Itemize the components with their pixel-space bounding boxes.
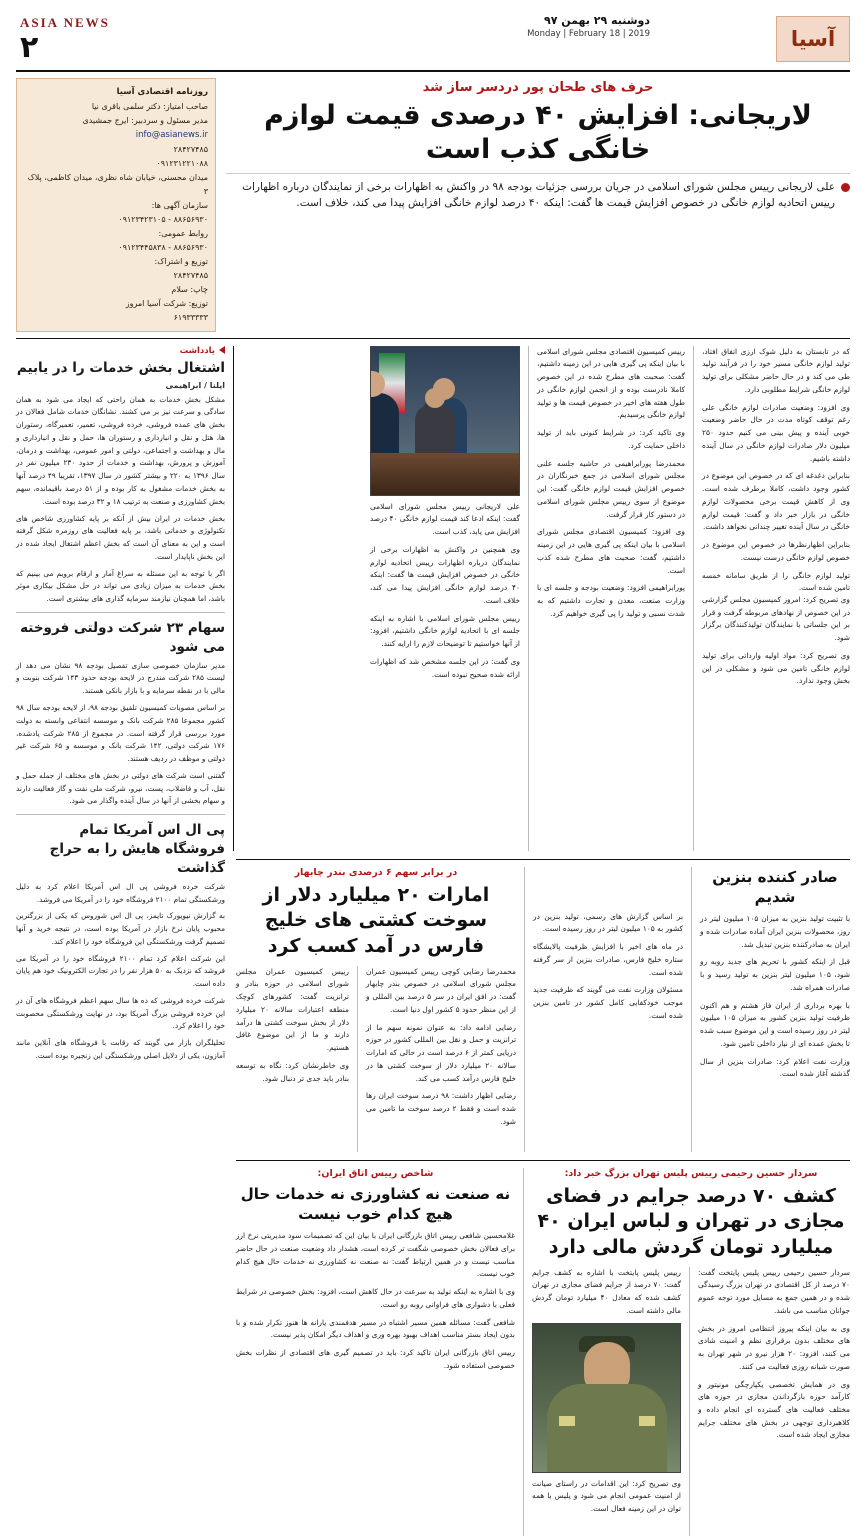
parliament-photo xyxy=(370,346,520,496)
uae-headline[interactable]: امارات ۲۰ میلیارد دلار از سوخت کشتی های خلیج فارس در آمد کسب کرد xyxy=(262,883,490,958)
uae-article xyxy=(236,867,516,1152)
paragraph: وی تصریح کرد: مواد اولیه وارداتی برای تولید لوازم خانگی تامین می شود و مشکلی در این بخش وجود ندارد. xyxy=(702,650,850,686)
police-headline[interactable]: کشف ۷۰ درصد جرایم در فضای مجازی در تهران و لباس ایران ۴۰ میلیارد تومان گردش مالی دارد xyxy=(537,1184,845,1259)
column-divider xyxy=(689,1267,690,1536)
column-divider xyxy=(357,966,358,1152)
lead-article-body xyxy=(242,346,850,851)
paragraph: وی گفت: در این جلسه مشخص شد که اظهارات ارائه شده صحیح نبوده است. xyxy=(370,656,520,679)
paragraph: گفتنی است شرکت های دولتی در بخش های مختلف از جمله حمل و نقل، آب و فاضلاب، پست، نیرو، شرکت ملی نفت و گاز فعالیت دارند و سهام بخشی از آنها در سال آینده واگذار می شود. xyxy=(16,770,225,806)
bottom-left-group xyxy=(236,1152,850,1536)
column-divider xyxy=(691,867,692,1152)
photo-caption: تولید لوازم خانگی را از طریق سامانه خمسه تامین شده است. xyxy=(702,570,850,592)
colophon-pr-phone: ۰۹۱۲۳۴۴۵۸۳۸ - ۸۸۶۵۶۹۳۰ xyxy=(118,242,208,252)
paragraph: رییس اتاق بازرگانی ایران تاکید کرد: باید در تصمیم گیری های اقتصادی از نظرات بخش خصوصی استفاده شود. xyxy=(235,1348,515,1370)
lead-kicker: حرف های طحان پور دردسر ساز شد xyxy=(422,80,654,95)
paragraph: تحلیلگران بازار می گویند که رقابت با فروشگاه های آنلاین مانند آمازون، یکی از دلایل اصلی ورشکستگی این زنجیره بوده است. xyxy=(16,1038,225,1060)
headline-zone xyxy=(16,72,850,339)
colophon-editor: مدیر مسئول و سردبیر: ایرج جمشیدی xyxy=(82,115,208,125)
paragraph: بنابراین اظهارنظرها در خصوص این موضوع در خصوص لوازم خانگی درست نیست. xyxy=(702,540,850,562)
police-chief-photo xyxy=(532,1323,681,1473)
paragraph: در ماه های اخیر با افزایش ظرفیت پالایشگاه ستاره خلیج فارس، صادرات بنزین از سر گرفته شده است. xyxy=(533,942,683,977)
masthead-center xyxy=(226,14,650,64)
colophon-pr-label: روابط عمومی: xyxy=(158,228,208,238)
issue-date-fa: دوشنبه ۲۹ بهمن ۹۷ xyxy=(544,14,650,27)
industry-article xyxy=(236,1168,515,1536)
colophon-today-label: توزیع: شرکت آسیا امروز xyxy=(125,298,208,308)
paragraph: این شرکت اعلام کرد تمام ۲۱۰۰ فروشگاه خود را در آمریکا می فروشد که نزدیک به ۵۰ هزار نفر را در تجارت الکترونیک خود هم پایان داده است. xyxy=(16,953,225,989)
sidebar-item-1-body xyxy=(16,394,225,606)
paragraph: وی تصریح کرد: امروز کمیسیون مجلس گزارشی در این خصوص از نهادهای مربوطه گرفت و قرار بر این جلساتی با نمایندگان تولیدکنندگان برگزار شود. xyxy=(702,594,850,643)
paragraph: وی تصریح کرد: این اقدامات در راستای صیانت از امنیت عمومی انجام می شود و پلیس با همه توان در این زمینه فعال است. xyxy=(532,1478,681,1514)
lead-subhead: علی لاریجانی رییس مجلس شورای اسلامی در جریان بررسی جزئیات بودجه ۹۸ در واکنش به اظهارات برخی از نمایندگان درباره اظهارات رییس اتحادیه لوازم خانگی در خصوص افزایش قیمت ها گفت: اینکه ۴۰ درصد لوازم خانگی افزایش پیدا می کند، خلاف است. xyxy=(242,180,835,210)
paragraph: با بهره برداری از ایران فاز هشتم و هم اکنون ظرفیت تولید بنزین کشور به میزان ۱۰۵ میلیون لیتر در روز رسیده است و این موضوع سبب شده تا بخش عمده ای از نیاز داخلی تامین شود. xyxy=(700,1000,850,1048)
paragraph: علی لاریجانی رییس مجلس شورای اسلامی گفت: اینکه ادعا کند قیمت لوازم خانگی ۴۰ درصد افزایش می یابد، کذب است. xyxy=(370,501,520,537)
bullet-dot-icon xyxy=(841,183,850,192)
brand-name-en: ASIA NEWS xyxy=(20,15,110,30)
mid-section xyxy=(16,851,850,1152)
colophon-phone-2: ۰۹۱۲۳۱۲۲۱۰۸۸ xyxy=(156,158,208,168)
colophon-ads-phone: ۰۹۱۲۳۴۲۳۱۰۵ - ۸۸۶۵۶۹۳۰ xyxy=(118,214,208,224)
lead-headline: لاریجانی: افزایش ۴۰ درصدی قیمت لوازم خانگی کذب است xyxy=(264,100,812,165)
issue-date-en: Monday | February 18 | 2019 xyxy=(527,29,650,39)
industry-kicker: شاخص رییس اتاق ایران: xyxy=(317,1167,434,1179)
colophon-publication: روزنامه اقتصادی آسیا xyxy=(116,87,208,97)
paragraph: شافعی گفت: مسائله همین مسیر اشتباه در مسیر هدفمندی یارانه ها هنوز تکرار شده و با بدون ایجاد بستر مناسب اهداف بهبود بهره وری و اهداف دیگر امکان پذیر نیست. xyxy=(235,1317,515,1340)
rank-badge xyxy=(559,1416,575,1426)
paragraph: بنابراین دغدغه ای که در خصوص این موضوع در کشور وجود داشت، کاملا برطرف شده است. وی از کاهش قیمت برخی محصولات لوازم خانگی در بازار خبر داد و گفت: قیمت لوازم خانگی در سال آینده تغییر چندانی نخواهد داشت. xyxy=(702,471,850,532)
paragraph: که در تابستان به دلیل شوک ارزی اتفاق افتاد، تولید لوازم خانگی مسیر خود را در فرآیند تولید طی می کند و در حال حاضر مشکلی برای تولید لوازم خانگی شرایط مطلوبی دارد. xyxy=(702,346,850,394)
paragraph: وی با اشاره به اینکه تولید به سرعت در حال کاهش است، افزود: بخش خصوصی در شرایط فعلی با دشواری های فراوانی روبه رو است. xyxy=(235,1287,515,1309)
uae-kicker: در برابر سهم ۶ درصدی بندر چابهار xyxy=(294,866,458,878)
body-column-c xyxy=(370,346,520,851)
bottom-section xyxy=(16,1152,850,1536)
paragraph: مشکل بخش خدمات به همان راحتی که ایجاد می شود به همان سادگی و سرعت نیز بر می کشند. نشانگان خدمات شامل فعالان در بخش های عمده فروشی، خرده فروشی، تعمیر، تعمیرگاه، رستوران ها، هتل و نقل و انبارداری و رستوران ها، حمل و نقل و انبارداری و مال و بهداشت و اجتماعی، دولتی و امور عمومی، بهداشت و درمان، آموزش و پرورش، بهداشت و خدمات از حدود ۲۳۰ میلیون نفر در سال ۱۳۹۶ به ۲۲۰ و بیشتر کشور در سال ۱۳۹۷، تقریبا ۴۹ درصد آنها به بخش خدمات مشغول به کار بوده و از ۵۱ درصد باقیمانده، سهم بخش کشاورزی و صنعت به ترتیب ۱۸ و ۳۲ درصد بوده است. xyxy=(16,394,225,506)
police-kicker: سردار حسین رحیمی رییس پلیس تهران بزرگ خبر داد: xyxy=(564,1167,818,1179)
mid-grid xyxy=(236,867,850,1152)
colophon-phone-1: ۲۸۴۲۷۴۸۵ xyxy=(173,144,208,154)
police-col-b xyxy=(532,1267,681,1536)
sidebar-item-1-author: ایلنا / ابراهیمی xyxy=(165,380,225,390)
paragraph: محمدرضا رضایی کوچی رییس کمیسیون عمران مجلس شورای اسلامی در خصوص بندر چابهار گفت: در افق ایران در سر ۵ درصد بین المللی و از این منظر حدود ۵ کشور اول دنیا است. xyxy=(366,966,517,1014)
person-figure xyxy=(415,405,455,457)
podium xyxy=(371,453,519,495)
bottom-sidebar-spacer xyxy=(16,1152,228,1536)
masthead xyxy=(16,14,850,72)
sidebar-item-3-title[interactable]: پی ال اس آمریکا تمام فروشگاه هایش را به حراج گذاشت xyxy=(49,822,225,876)
paragraph: سردار حسین رحیمی رییس پلیس پایتخت گفت: ۷۰ درصد از کل اقتصادی در تهران بزرگ رسیدگی شده و در همین جمع به مسایل مورد توجه عموم جوانان مناسب می باشد. xyxy=(698,1267,850,1315)
paragraph: وزارت نفت اعلام کرد: صادرات بنزین از سال گذشته آغاز شده است. xyxy=(700,1056,850,1079)
lead-article-header xyxy=(216,78,850,332)
industry-body xyxy=(236,1230,515,1377)
logo-text: آسیا xyxy=(790,27,836,51)
column-divider xyxy=(523,1168,524,1536)
paragraph: رییس کمیسیون عمران مجلس شورای اسلامی در حوزه بنادر و ترانزیت گفت: کشورهای کوچک منطقه اعتبارات سالانه ۲۰ میلیارد دلار از بخش سوخت کشتی ها درآمد دارند و ما از این موضوع غافل هستیم. xyxy=(235,966,349,1053)
colophon-ads-label: سازمان آگهی ها: xyxy=(151,200,208,210)
gasoline-article-cont xyxy=(533,867,683,1152)
paragraph: رییس کمیسیون اقتصادی مجلس شورای اسلامی با بیان اینکه پی گیری هایی در این زمینه داشتیم، گفت: صحبت های مطرح شده در این خصوص کاملا نادرست بوده و از انجمن لوازم خانگی در طول هفته های اخیر در خصوص قیمت ها و تولید لوازم خانگی پرسیدیم. xyxy=(537,346,685,420)
paragraph: غلامحسین شافعی رییس اتاق بازرگانی ایران با بیان این که تصمیمات سود مدیریتی نرخ ارز برای فعالان بخش خصوصی شگفت تر کرده است، هشدار داد وضعیت صنعت در حال حاضر مناسب نیست و در همین ارتباط گفت: نه صنعت نه کشاورزی نه خدمات حال هیچ کدام خوب نیست. xyxy=(235,1231,515,1279)
colophon-owner: صاحب امتیاز: دکتر سلمی باقری نیا xyxy=(91,101,208,111)
paragraph: وی افزود: کمیسیون اقتصادی مجلس شورای اسلامی با بیان اینکه پی گیری هایی در این زمینه داشتیم، گفت: صحبت های مطرح شده کذب است. xyxy=(537,527,685,575)
paragraph: محمدرضا پورابراهیمی در حاشیه جلسه علنی مجلس شورای اسلامی در جمع خبرنگاران در خصوص افزایش قیمت لوازم خانگی گفت: این موضوع از سوی رییس مجلس شورای اسلامی در دستور کار قرار گرفت. xyxy=(537,458,685,519)
colophon-address: میدان محسنی، خیابان شاه نظری، میدان کاظمی، پلاک ۳ xyxy=(27,172,208,196)
police-article xyxy=(532,1168,850,1536)
uae-col-b xyxy=(236,966,349,1152)
police-col-a xyxy=(698,1267,850,1536)
rank-badge xyxy=(639,1416,655,1426)
paragraph: قبل از اینکه کشور با تحریم های جدید روبه رو شود، ۱۰۵ میلیون لیتر بنزین به تولید رسید و با صادرات همراه شد. xyxy=(700,957,850,992)
sidebar xyxy=(16,345,234,1060)
section-divider xyxy=(236,1160,850,1161)
colophon-dist-label: توزیع و اشتراک: xyxy=(154,256,208,266)
colophon-print: چاپ: سلام xyxy=(171,284,208,294)
divider xyxy=(16,612,225,613)
paragraph: وی در همایش تخصصی یکپارچگی مونیتور و کارآمد حوزه بازگرداندن مجازی در حوزه های مختلف فعالیت های گسترده ای انجام داده و کلاهبرداری توجهی در بخش های مختلف جرایم مجازی ایجاد شده است. xyxy=(698,1379,850,1440)
paragraph: وی خاطرنشان کرد: نگاه به توسعه بنادر باید جدی تر دنبال شود. xyxy=(235,1060,349,1083)
bottom-grid xyxy=(236,1168,850,1536)
colophon-today-phone: ۶۱۹۳۳۳۳۳ xyxy=(173,312,208,322)
uae-col-a xyxy=(366,966,516,1152)
paragraph: مدیر سازمان خصوصی سازی تفصیل بودجه ۹۸ نشان می دهد از لیست ۲۸۵ شرکت مندرج در لایحه بودجه حدود ۱۴۳ شرکت بنوبت و مالی با در نقطه سرمایه و با بازار بانکی هستند. xyxy=(16,660,226,696)
masthead-left xyxy=(16,14,226,64)
paragraph: شرکت خرده فروشی پی ال اس آمریکا اعلام کرد به دلیل ورشکستگی تمام ۲۱۰۰ فروشگاه خود را در آمریکا می فروشد. xyxy=(16,881,225,904)
paragraph: رییس مجلس شورای اسلامی با اشاره به اینکه جلسه ای با اتحادیه لوازم خانگی داشتیم، افزود: از آنها خواستیم تا توضیحات لازم را ارایه کنند. xyxy=(370,613,520,649)
gasoline-headline[interactable]: صادر کننده بنزین شدیم xyxy=(712,867,838,906)
triangle-icon xyxy=(219,346,225,354)
note-label-text: یادداشت xyxy=(179,345,215,356)
gasoline-article xyxy=(700,867,850,1152)
sidebar-note-label xyxy=(16,346,225,356)
paragraph: وی افزود: وضعیت صادرات لوازم خانگی علی رغم توقف کوتاه مدت در حال حاضر وضعیت خوبی آینده و پیش بینی می کنیم حدود ۲۵۰ میلیون دلار صادرات لوازم خانگی در سال آینده داشته باشیم. xyxy=(702,402,850,463)
industry-headline[interactable]: نه صنعت نه کشاورزی نه خدمات حال هیچ کدام خوب نیست xyxy=(240,1184,511,1223)
paragraph: شرکت خرده فروشی که ده ها سال سهم اعظم فروشگاه های آن در این خرده فروشی بزرگ آمریکا بود، در نهایت ورشکستگی محصوبت خود را اعلام کرد. xyxy=(16,995,225,1031)
column-divider xyxy=(524,867,525,1152)
body-column-a xyxy=(702,346,850,851)
newspaper-logo xyxy=(776,16,850,62)
colophon-email[interactable]: info@asianews.ir xyxy=(135,129,208,140)
colophon-dist-phone: ۲۸۴۲۷۴۸۵ xyxy=(173,270,208,280)
masthead-right xyxy=(650,14,850,64)
paragraph: وی تاکید کرد: در شرایط کنونی باید از تولید داخلی حمایت کرد. xyxy=(537,428,685,450)
paragraph: بر اساس مصوبات کمیسیون تلفیق بودجه ۹۸، از لایحه بودجه سال ۹۸ کشور مجموعا ۲۸۵ شرکت بانک و موسسه انتفاعی وابسته به دولت مورد بررسی قرار گرفته است. در مجموع از ۲۸۵ شرکت یادشده، ۱۷۶ شرکت دولتی، ۱۴۲ شرکت بانک و موسسه و ۶۵ شرکت غیر دولتی و موظف در ردیف هستند. xyxy=(16,702,226,764)
paragraph: رییس پلیس پایتخت با اشاره به کشف جرایم گفت: ۷۰ درصد از جرایم فضای مجازی در تهران کشف شده که معادل ۴۰ میلیارد تومان گردش مالی داشته است. xyxy=(532,1267,681,1315)
mid-sidebar-spacer xyxy=(16,851,228,1152)
paragraph: با تثبیت تولید بنزین به میزان ۱۰۵ میلیون لیتر در روز، محصولات بنزین ایران آماده صادرات شده و ایران به صادرکننده بنزین تبدیل شد. xyxy=(700,914,851,949)
uniform xyxy=(547,1384,667,1472)
sidebar-item-2-body xyxy=(16,660,225,808)
paragraph: وی همچنین در واکنش به اظهارات برخی از نمایندگان درباره اظهارات رییس اتحادیه لوازم خانگی در خصوص افزایش قیمت ها گفت: اینکه ۴۰ درصد لوازم خانگی افزایش پیدا می کند، خلاف است. xyxy=(370,544,520,605)
paragraph: اگر با توجه به این مسئله به سراغ آمار و ارقام برویم می بینیم که بخش خدمات به میزان زیادی می تواند در حل مشکل بیکاری موثر باشد، اما همچنان نیازمند سرمایه گذاری های بیشتری است. xyxy=(16,568,225,604)
sidebar-item-2-title[interactable]: سهام ۲۳ شرکت دولتی فروخته می شود xyxy=(20,619,225,655)
lead-subhead-row xyxy=(226,173,850,213)
paragraph: بخش خدمات در ایران بیش از آنکه بر پایه کشاورزی شاخص های تکنولوژی و خدماتی باشد، بر پایه فعالیت های روزمره شکل گرفته است و این به معنای آن است که بخش اعظم اشتغال ایجاد شده در این بخش ناپایدار است. xyxy=(16,513,225,561)
section-divider xyxy=(236,859,850,860)
paragraph: رضایی ادامه داد: به عنوان نمونه سهم ما از ترانزیت و حمل و نقل بین المللی کشور در حوزه دریایی کمتر از ۶ درصد است در حالی که امارات سالانه ۲۰ میلیارد دلار از سوخت کشتی ها در خلیج فارس درآمد کسب می کند. xyxy=(366,1022,517,1083)
colophon-box xyxy=(16,78,216,332)
page-number: ۲ xyxy=(20,30,39,65)
body-column-b xyxy=(537,346,685,851)
paragraph: به گزارش نیویورک تایمز، پی ال اس شوروس که یکی از بزرگترین محبوب پایان نرخ بازار در آمریکا بوده است، در نتیجه خرید و آنها تصمیم گرفت ورشکستگی این فروشگاه خود را اعلام کند. xyxy=(16,911,225,946)
paragraph: بر اساس گزارش های رسمی، تولید بنزین در کشور به ۱۰۵ میلیون لیتر در روز رسیده است. xyxy=(533,911,683,934)
mid-left-group xyxy=(236,851,850,1152)
paragraph: وی به بیان اینکه پیروز انتظامی امروز در بخش های مختلف بدون برقراری نظم و امنیت شادی می کنند، افزود: ۲۰ هزار نیرو در شهر تهران به صورت شبانه روزی فعالیت می کنند. xyxy=(698,1323,850,1371)
column-divider xyxy=(693,346,694,851)
paragraph: رضایی اظهار داشت: ۹۸ درصد سوخت ایران رها شده است و فقط ۲ درصد سوخت ما تامین می شود. xyxy=(366,1091,516,1126)
paragraph: مسئولان وزارت نفت می گویند که ظرفیت جدید موجب خودکفایی کامل کشور در تامین بنزین شده است. xyxy=(533,985,683,1020)
paragraph: پورابراهیمی افزود: وضعیت بودجه و جلسه ای با وزارت صنعت، معدن و تجارت داشتیم که به شدت نسبی و تولید را پی گیری خواهیم کرد. xyxy=(537,583,685,618)
sidebar-item-1-title[interactable]: اشتغال بخش خدمات را در یابیم xyxy=(16,359,225,376)
divider xyxy=(16,814,225,815)
column-divider xyxy=(528,346,529,851)
